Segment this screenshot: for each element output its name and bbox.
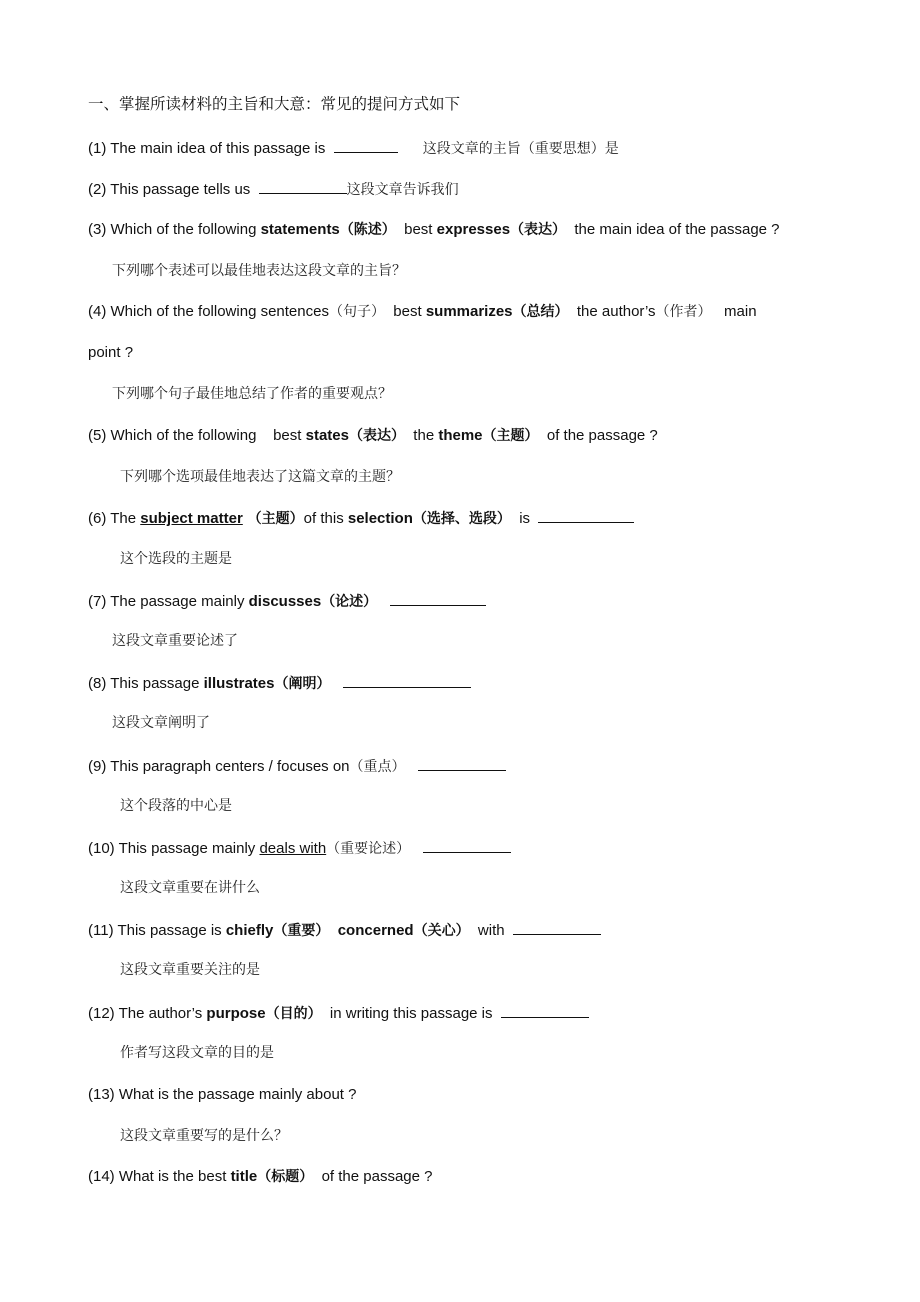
question-line (88, 673, 471, 694)
question-line (88, 426, 658, 446)
keyword: illustrates (203, 675, 275, 692)
chinese-gloss: 下列哪个句子最佳地总结了作者的重要观点？ (112, 386, 392, 402)
text-segment: (2) This passage tells us (88, 181, 259, 198)
chinese-gloss: 这段文章重要在讲什么 (120, 880, 260, 896)
chinese-gloss: 这段文章阐明了 (112, 715, 210, 731)
question-line (88, 1085, 356, 1105)
text-segment: the author’s (568, 303, 656, 320)
question-line (88, 220, 780, 240)
keyword: subject matter (140, 510, 243, 527)
chinese-gloss: （选择、选段） (412, 511, 511, 527)
text-segment (331, 675, 344, 692)
text-segment: (8) This passage (88, 675, 204, 692)
chinese-gloss: 这段文章重要论述了 (112, 633, 238, 649)
text-segment: best (384, 303, 426, 320)
chinese-gloss: 这段文章告诉我们 (346, 182, 459, 198)
chinese-gloss: 这段文章重要写的是什么？ (120, 1128, 288, 1144)
answer-blank (501, 1003, 589, 1018)
translation-line (120, 960, 260, 980)
text-segment (398, 140, 423, 157)
chinese-gloss: 这个段落的中心是 (120, 798, 232, 814)
text-segment: main (711, 303, 757, 320)
answer-blank (334, 138, 398, 153)
text-segment: (11) This passage is (88, 922, 226, 939)
translation-line (120, 1126, 288, 1146)
text-segment (406, 758, 419, 775)
translation-line (112, 713, 210, 733)
keyword: concerned (337, 922, 414, 939)
keyword: selection (347, 510, 413, 527)
text-segment: (7) The passage mainly (88, 593, 249, 610)
text-segment: (14) What is the best (88, 1168, 231, 1185)
text-segment: (3) Which of the following (88, 221, 261, 238)
text-segment: point ? (88, 344, 134, 361)
chinese-gloss: （作者） (655, 304, 712, 320)
text-segment: is (510, 510, 539, 527)
chinese-gloss: 作者写这段文章的目的是 (120, 1045, 274, 1061)
text-segment: with (469, 922, 513, 939)
answer-blank (538, 508, 634, 523)
text-segment: (6) The (88, 510, 141, 527)
text-segment: in writing this passage is (321, 1005, 501, 1022)
chinese-gloss: （句子） (328, 304, 385, 320)
chinese-gloss: 下列哪个表述可以最佳地表达这段文章的主旨？ (112, 263, 406, 279)
keyword: theme (438, 427, 483, 444)
chinese-gloss: （主题） (482, 428, 539, 444)
translation-line (112, 631, 238, 651)
question-line (88, 591, 486, 612)
translation-line (112, 261, 406, 281)
question-line (88, 756, 506, 777)
question-line (88, 508, 634, 529)
text-segment: (4) Which of the following sentences (88, 303, 329, 320)
question-line (88, 179, 459, 200)
question-line (88, 1003, 589, 1024)
answer-blank (418, 756, 506, 771)
keyword: purpose (206, 1005, 266, 1022)
text-segment (329, 922, 337, 939)
chinese-gloss: （主题） (242, 511, 304, 527)
translation-line (112, 384, 392, 404)
translation-line (120, 1043, 274, 1063)
text-segment: best (395, 221, 437, 238)
chinese-gloss: （标题） (257, 1169, 314, 1185)
text-segment: of the passage ? (538, 427, 658, 444)
text-segment: (9) This paragraph centers / focuses on (88, 758, 350, 775)
chinese-gloss: （阐明） (274, 676, 331, 692)
answer-blank (513, 920, 601, 935)
keyword: states (305, 427, 349, 444)
keyword: expresses (436, 221, 511, 238)
chinese-gloss: （表达） (348, 428, 405, 444)
chinese-gloss: （论述） (321, 594, 378, 610)
text-segment: the (404, 427, 439, 444)
keyword: summarizes (425, 303, 513, 320)
chinese-gloss: （关心） (413, 923, 470, 939)
answer-blank (423, 838, 511, 853)
question-line (88, 920, 601, 941)
chinese-gloss: 这段文章重要关注的是 (120, 962, 260, 978)
text-segment: (1) The main idea of this passage is (88, 140, 334, 157)
text-segment: (12) The author’s (88, 1005, 207, 1022)
text-segment: (10) This passage mainly (88, 840, 260, 857)
translation-line (120, 549, 232, 569)
chinese-gloss: （重点） (349, 759, 406, 775)
text-segment: of this (303, 510, 348, 527)
text-segment: (13) What is the passage mainly about ? (88, 1086, 357, 1103)
text-segment: of the passage ? (313, 1168, 433, 1185)
translation-line (120, 467, 400, 487)
text-segment: the main idea of the passage ? (566, 221, 780, 238)
translation-line (120, 796, 232, 816)
question-line (88, 343, 133, 363)
text-segment: (5) Which of the following best (88, 427, 306, 444)
keyword: chiefly (225, 922, 274, 939)
question-line (88, 138, 619, 159)
question-line (88, 838, 511, 859)
chinese-gloss: （重要） (273, 923, 330, 939)
keyword: statements (260, 221, 340, 238)
chinese-gloss: （目的） (265, 1006, 322, 1022)
keyword: title (230, 1168, 258, 1185)
translation-line (120, 878, 260, 898)
chinese-gloss: 这个选段的主题是 (120, 551, 232, 567)
chinese-gloss: （陈述） (339, 222, 396, 238)
text-segment (377, 593, 390, 610)
question-line (88, 302, 757, 322)
question-line (88, 1167, 433, 1187)
chinese-gloss: （重要论述） (326, 841, 411, 857)
text-segment: deals with (259, 840, 327, 857)
text-segment (410, 840, 423, 857)
chinese-gloss: （表达） (510, 222, 567, 238)
keyword: discusses (248, 593, 322, 610)
answer-blank (259, 179, 347, 194)
chinese-gloss: 下列哪个选项最佳地表达了这篇文章的主题？ (120, 469, 400, 485)
chinese-gloss: （总结） (512, 304, 569, 320)
section-heading: 一、掌握所读材料的主旨和大意：常见的提问方式如下 (88, 96, 461, 113)
answer-blank (390, 591, 486, 606)
chinese-gloss: 这段文章的主旨（重要思想）是 (422, 141, 619, 157)
answer-blank (343, 673, 471, 688)
